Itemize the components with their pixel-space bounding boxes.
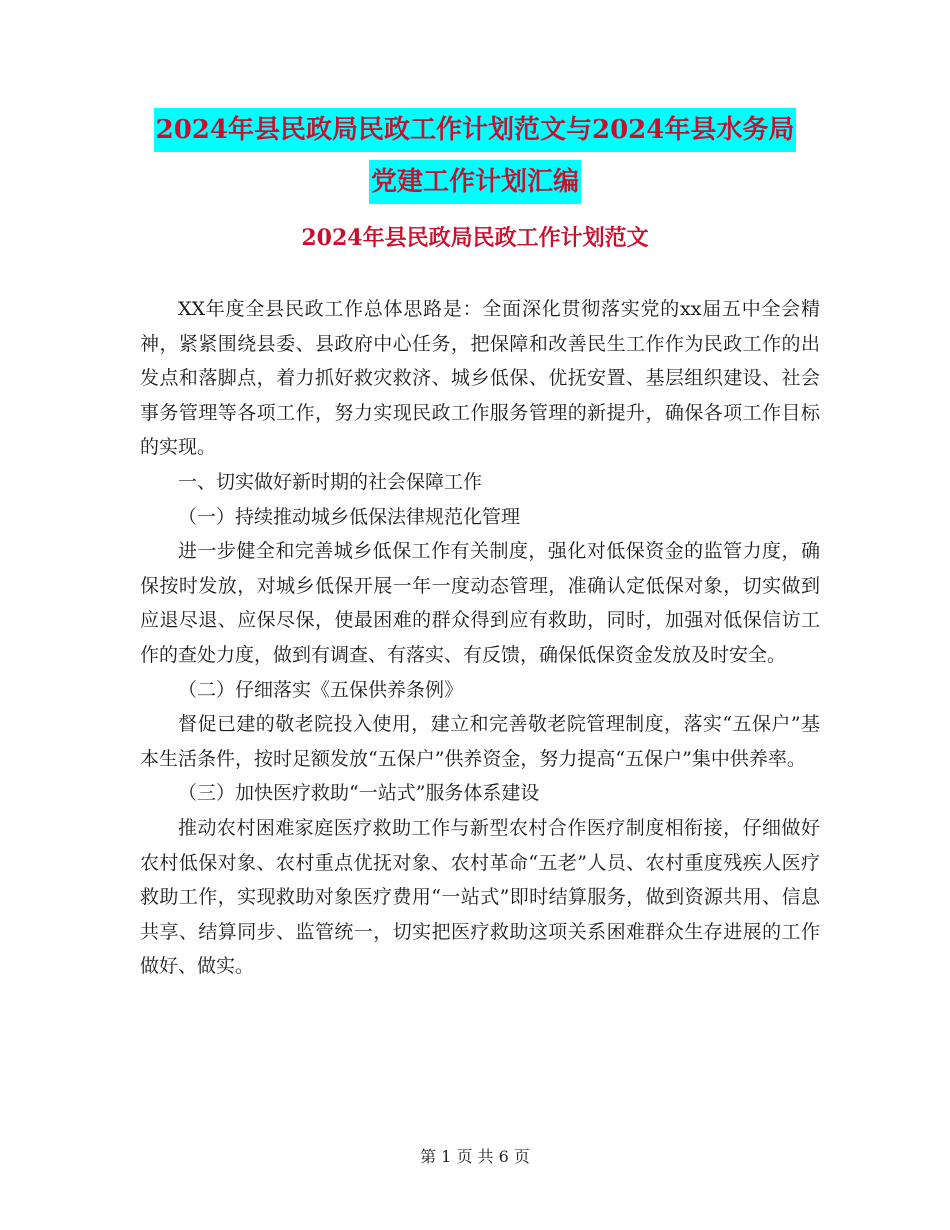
heading-subsection-1: （一）持续推动城乡低保法律规范化管理 xyxy=(178,505,521,528)
document-title xyxy=(0,108,950,204)
section-title: 2024年县民政局民政工作计划范文 xyxy=(301,225,649,251)
title-line-2: 党建工作计划汇编 xyxy=(369,160,581,204)
paragraph-subsection-2: 督促已建的敬老院投入使用，建立和完善敬老院管理制度，落实“五保户”基本生活条件，按时足额发放“五保户”供养资金，努力提高“五保户”集中供养率。 xyxy=(140,713,820,770)
heading-section-1: 一、切实做好新时期的社会保障工作 xyxy=(178,470,483,493)
title-line-1: 2024年县民政局民政工作计划范文与2024年县水务局 xyxy=(154,108,797,152)
paragraph-intro: XX年度全县民政工作总体思路是：全面深化贯彻落实党的xx届五中全会精神，紧紧围绕县委、县政府中心任务，把保障和改善民生工作作为民政工作的出发点和落脚点，着力抓好救灾救济、城乡低保、优抚安置、基层组织建设、社会事务管理等各项工作，努力实现民政工作服务管理的新提升，确保各项工作目标的实现。 xyxy=(140,298,820,459)
paragraph-subsection-3: 推动农村困难家庭医疗救助工作与新型农村合作医疗制度相衔接，仔细做好农村低保对象、农村重点优抚对象、农村革命“五老”人员、农村重度残疾人医疗救助工作，实现救助对象医疗费用“一站式”即时结算服务，做到资源共用、信息共享、结算同步、监管统一，切实把医疗救助这项关系困难群众生存进展的工作做好、做实。 xyxy=(140,816,820,978)
heading-subsection-2: （二）仔细落实《五保供养条例》 xyxy=(178,678,464,701)
page-number-footer: 第 1 页 共 6 页 xyxy=(420,1147,530,1166)
paragraph-subsection-1: 进一步健全和完善城乡低保工作有关制度，强化对低保资金的监管力度，确保按时发放，对城乡低保开展一年一度动态管理，准确认定低保对象，切实做到应退尽退、应保尽保，使最困难的群众得到应有救助，同时，加强对低保信访工作的查处力度，做到有调查、有落实、有反馈，确保低保资金发放及时安全。 xyxy=(140,540,820,666)
heading-subsection-3: （三）加快医疗救助“一站式”服务体系建设 xyxy=(178,782,540,805)
document-body xyxy=(140,292,820,984)
